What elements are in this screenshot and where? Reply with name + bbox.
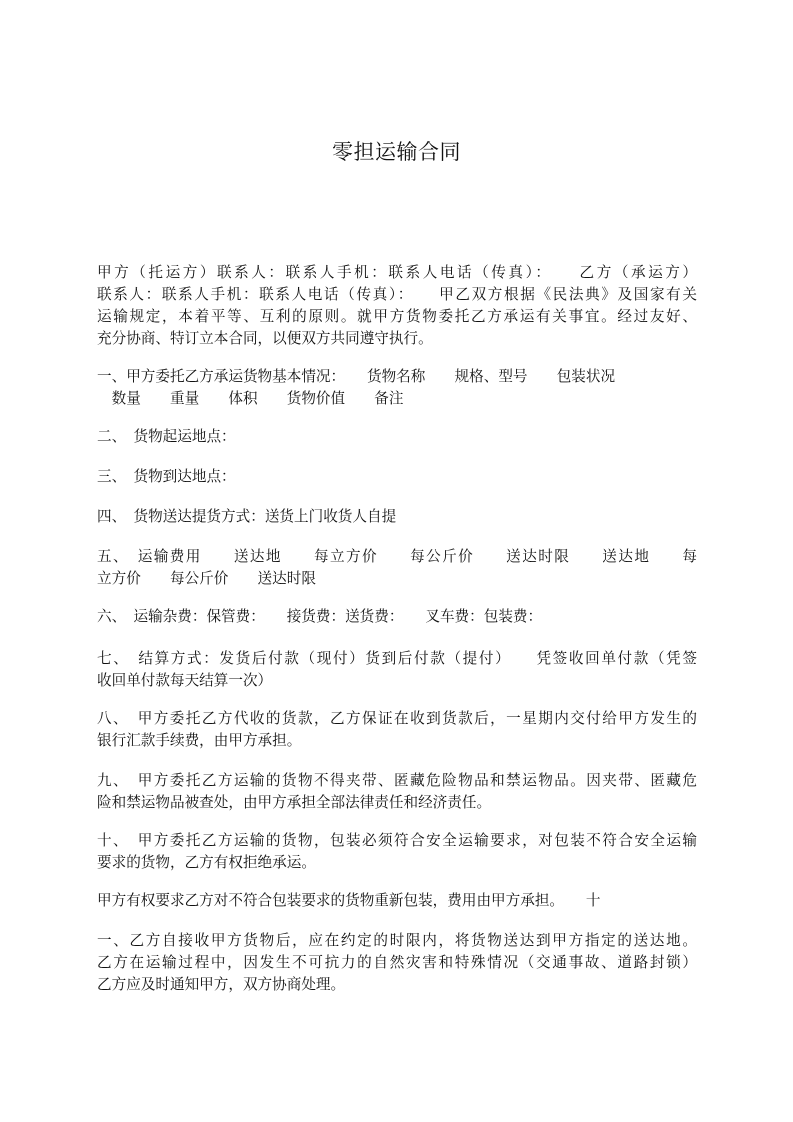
body-line: 八、 甲方委托乙方代收的货款，乙方保证在收到货款后，一星期内交付给甲方发生的 bbox=[97, 710, 697, 727]
body-line: 四、 货物送达提货方式：送货上门收货人自提 bbox=[97, 508, 397, 525]
body-line: 险和禁运物品被查处，由甲方承担全部法律责任和经济责任。 bbox=[97, 794, 492, 811]
body-line: 充分协商、特订立本合同，以便双方共同遵守执行。 bbox=[97, 330, 433, 347]
body-line: 收回单付款每天结算一次） bbox=[97, 672, 273, 689]
body-line: 一、甲方委托乙方承运货物基本情况： 货物名称 规格、型号 包装状况 bbox=[97, 368, 616, 385]
body-line: 数量 重量 体积 货物价值 备注 bbox=[97, 390, 404, 407]
body-line: 运输规定，本着平等、互利的原则。就甲方货物委托乙方承运有关事宜。经过友好、 bbox=[97, 308, 697, 325]
page-title: 零担运输合同 bbox=[332, 140, 461, 164]
body-line: 九、 甲方委托乙方运输的货物不得夹带、匿藏危险物品和禁运物品。因夹带、匿藏危 bbox=[97, 772, 697, 789]
body-line: 乙方在运输过程中，因发生不可抗力的自然灾害和特殊情况（交通事故、道路封锁） bbox=[97, 954, 697, 971]
body-line: 五、 运输费用 送达地 每立方价 每公斤价 送达时限 送达地 每 bbox=[97, 548, 697, 565]
body-line: 要求的货物，乙方有权拒绝承运。 bbox=[97, 854, 316, 871]
body-line: 银行汇款手续费，由甲方承担。 bbox=[97, 732, 302, 749]
body-line: 六、 运输杂费：保管费： 接货费：送货费： 叉车费：包装费： bbox=[97, 608, 543, 625]
body-line: 十、 甲方委托乙方运输的货物，包装必须符合安全运输要求，对包装不符合安全运输 bbox=[97, 832, 697, 849]
body-line: 一、乙方自接收甲方货物后，应在约定的时限内，将货物送达到甲方指定的送达地。 bbox=[97, 932, 697, 949]
body-line: 乙方应及时通知甲方，双方协商处理。 bbox=[97, 976, 346, 993]
body-line: 立方价 每公斤价 送达时限 bbox=[97, 570, 316, 587]
body-line: 甲方有权要求乙方对不符合包装要求的货物重新包装，费用由甲方承担。 十 bbox=[97, 892, 601, 909]
body-line: 二、 货物起运地点： bbox=[97, 428, 236, 445]
body-line: 甲方（托运方）联系人：联系人手机：联系人电话（传真）： 乙方（承运方） bbox=[97, 264, 697, 281]
body-line: 联系人：联系人手机：联系人电话（传真）： 甲乙双方根据《民法典》及国家有关 bbox=[97, 286, 697, 303]
body-line: 三、 货物到达地点： bbox=[97, 468, 236, 485]
body-line: 七、 结算方式：发货后付款（现付）货到后付款（提付） 凭签收回单付款（凭签 bbox=[97, 650, 697, 667]
